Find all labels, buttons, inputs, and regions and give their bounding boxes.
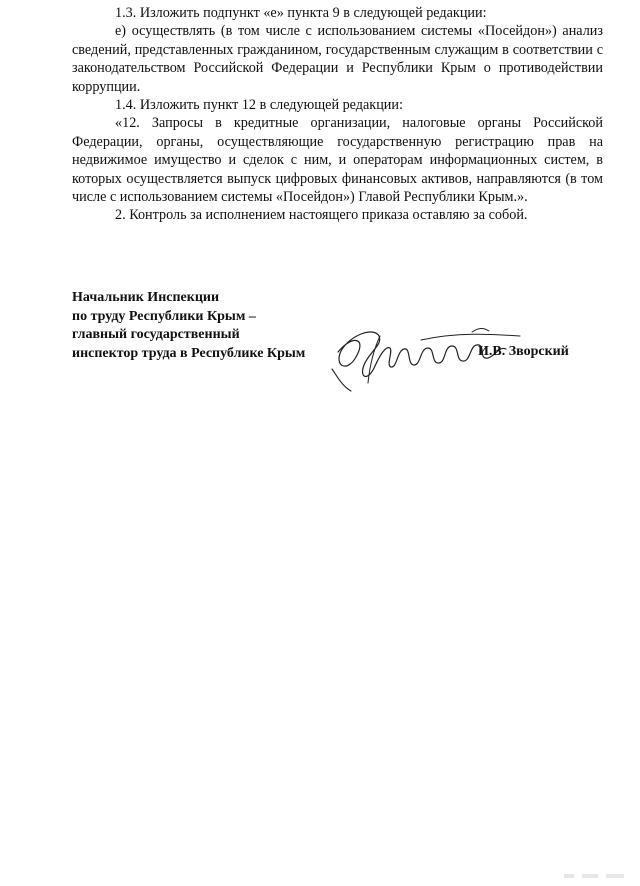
paragraph-12: «12. Запросы в кредитные организации, налоговые органы Российской Федерации, органы, осуществляющие государственную регистрацию прав на недвижимое имущество и сделок с ним, и операторам информационных систем, в которых осуществляется выпуск цифровых финансовых активов, направляются (в том числе с использованием системы «Посейдон») Главой Республики Крым.». — [72, 115, 603, 206]
signature-title-line-3: главный государственный — [72, 327, 240, 342]
document-body — [72, 4, 603, 225]
scan-mark — [564, 874, 624, 878]
signature-title-line-4: инспектор труда в Республике Крым — [72, 345, 306, 361]
signature-title-block — [72, 289, 305, 363]
signature-title-line-1: Начальник Инспекции — [72, 290, 220, 305]
paragraph-1-4: 1.4. Изложить пункт 12 в следующей редакции: — [115, 97, 403, 114]
signature-title-line-2: по труду Республики Крым – — [72, 308, 256, 324]
paragraph-e: е) осуществлять (в том числе с использованием системы «Посейдон») анализ сведений, представленных гражданином, государственным служащим в соответствии с законодательством Российской Федерации и Республики Крым о противодействии коррупции. — [72, 23, 603, 95]
paragraph-1-3: 1.3. Изложить подпункт «е» пункта 9 в следующей редакции: — [115, 5, 487, 21]
paragraph-2: 2. Контроль за исполнением настоящего приказа оставляю за собой. — [115, 207, 528, 224]
signer-name: И.В. Зворский — [478, 344, 569, 359]
